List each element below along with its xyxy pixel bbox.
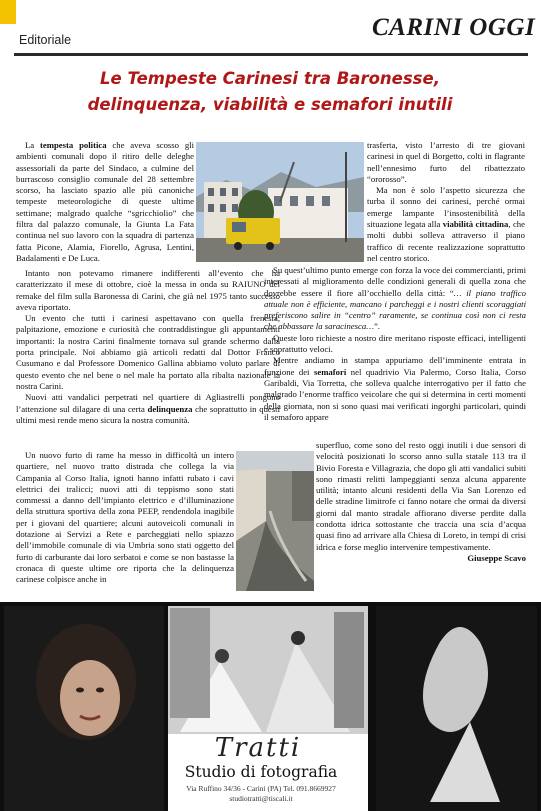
street-photo (196, 142, 364, 262)
text-run-bold: semafori (313, 366, 347, 377)
article-column-right-bottom (316, 440, 526, 564)
water-leak-illustration (236, 451, 314, 591)
paragraph: superfluo, come sono del resto oggi inutili i due sensori di velocità posizionati lo scorso anno sulla statale 113 tra il Bivio Foresta e Villagrazia, che dopo gli atti vandalici subiti sono rimasti relitti lampeggianti senza alcuna apparente utilità; intanto alcuni residenti della Via San Lorenzo ed delle stradine limitrofe ci fanno notare che ormai da diversi giorni dal manto stradale affiorano diverse perdite dalla condotta idrica sottostante che traccia una scia d’acqua quasi fino ad arrivare alla Chiesa di Loreto, in tempi di crisi idrica e forse meglio intervenire tempestivamente. (316, 440, 526, 552)
text-run: Ma non è solo l’aspetto sicurezza che turba il sonno dei carinesi, perché ormai emerge lampante l’insostenibilità della situazione legata alla (367, 185, 525, 230)
text-run: La (25, 140, 40, 150)
text-run: nel quadrivio Via Palermo, Corso Italia, Corso Garibaldi, Via Torretta, che solleva qualche interrogativo per il fatto che malgrado l’enorme traffico veicolare che qui si determina in certi momenti della giornata, non si sono quasi mai verificati ingorghi particolari, quindi il semaforo appare (264, 366, 526, 422)
paragraph: trasferta, visto l’arresto di tre giovani carinesi in quel di Borgetto, colti in flagrante nell’ennesimo furto del ribattezzato “ororosso”. (367, 140, 525, 184)
article-column-left-bottom (16, 450, 234, 586)
text-run: , che molti dubbi solleva attraverso il piano traffico di recente realizzazione soprattutto nel centro storico. (367, 219, 525, 263)
section-corner-tab (0, 0, 16, 24)
article-column-left-middle (16, 268, 280, 426)
text-run-italic: … il piano traffico attuale non è efficiente, mancano i parcheggi e i nostri clienti scoraggiati preferiscono salire in “centro” raramente, se continua così non ci resta che abbassare la saracinesca… (264, 287, 527, 332)
text-run: Mentre andiamo in stampa appuriamo dell’imminente entrata in funzione dei (264, 355, 526, 377)
paragraph (367, 185, 525, 264)
studio-contact (176, 784, 346, 804)
article-column-right-top (367, 140, 525, 264)
paragraph (16, 140, 194, 264)
text-run: Su quest’ultimo punto emerge con forza la voce dei commercianti, primi interessati al miglioramento delle condizioni generali di quella zona che dovrebbe essere il fiore all’occhiello della città: “ (264, 265, 526, 298)
text-run-bold: delinquenza (147, 403, 193, 414)
article-headline (20, 66, 520, 118)
text-run: ”. (373, 321, 380, 332)
water-leak-photo (236, 451, 314, 591)
studio-email: studiotratti@tiscali.it (229, 794, 293, 803)
text-run-bold: tempesta politica (39, 140, 107, 150)
headline-line-1: Le Tempeste Carinesi tra Baronesse, (100, 69, 440, 88)
header-rule (14, 53, 528, 56)
paragraph (264, 355, 526, 423)
text-run-bold: viabilità cittadina (442, 219, 509, 230)
paragraph: Un evento che tutti i carinesi aspettavano con quella frenesia, palpitazione, emozione e curiosità che contraddistingue gli appuntamenti importanti: la nostra Carini finalmente tornava sul grande schermo dalla porta principale. Noi abbiamo già articoli redatti dal Dottor Franco Cusumano e dal Professore Domenico Gallina abbiamo voluto parlare di questo evento che nel bene o nel male ha portato alla ribalta nazionale la nostra Carini. (16, 313, 280, 391)
paragraph: Un nuovo furto di rame ha messo in difficoltà un intero quartiere, nel nuovo tratto distrada che collega la via Campania al Corso Italia, ignoti hanno infatti rubato i cavi elettrici dei tralicci; nuovi atti di teppismo sono stati commessi a danno dell’impianto elettrico e d’illuminazione della struttura sportiva della zona PEEP, rendendola inagibile per i giovani del quartiere; alcuni autoveicoli comunali in dotazione ai Servizi a Rete e parcheggiati nello spiazzo dell’immobile comunale di via Umbria sono stati oggetto del furto di carburante dai loro serbatoi e come se non bastasse la cronaca di queste ultime ore riporta che la delinquenza carinese colpisce anche in (16, 450, 234, 585)
author-signature: Giuseppe Scavo (467, 552, 526, 563)
text-run: che aveva scosso gli ambienti comunali dopo il ritiro delle deleghe assessoriali da parte del Sindaco, a culmine del burrascoso consiglio comunale del 28 settembre scorso, ha lasciato spazio alle più canoniche tempeste meteorologiche di queste ultime settimane; malgrado qualche “sgricchiolio” che filtra dal palazzo comunale, la Giunta La Fata continua nel suo lavoro con la squadra di partenza fatta Picone, Alamia, Fiorello, Agrusa, Lentini, Badalamenti e De Luca. (16, 140, 194, 263)
paragraph (16, 392, 280, 426)
text-run: Nuovi atti vandalici perpetrati nel quartiere di Agliastrelli pongono l’attenzione sul dilagare di una certa (16, 392, 280, 414)
street-photo-illustration (196, 142, 364, 262)
studio-logo: Tratti (214, 733, 302, 763)
studio-address: Via Ruffino 34/36 - Carini (PA) Tel. 091.8669927 (186, 784, 336, 793)
paragraph (264, 265, 526, 333)
studio-subtitle: Studio di fotografia (184, 763, 338, 781)
section-label: Editoriale (19, 33, 72, 47)
paragraph: Intanto non potevamo rimanere indifferenti all’evento che ha caratterizzato il mese di ottobre, cioè la messa in onda su RAIUNO del remake del film sulla Baronessa di Carini, che già nel 1975 tanto successo aveva riportato. (16, 268, 280, 312)
article-column-left-top (16, 140, 194, 264)
masthead-logo: CARINI OGGI (372, 14, 536, 41)
paragraph: Queste loro richieste a nostro dire meritano risposte efficaci, intelligenti e soprattutto veloci. (264, 332, 526, 355)
headline-line-2: delinquenza, viabilità e semafori inutili (87, 95, 453, 114)
text-run: che soprattutto in questi ultimi mesi rende meno sicura la nostra comunità. (16, 403, 280, 425)
article-column-right-middle (264, 265, 526, 423)
